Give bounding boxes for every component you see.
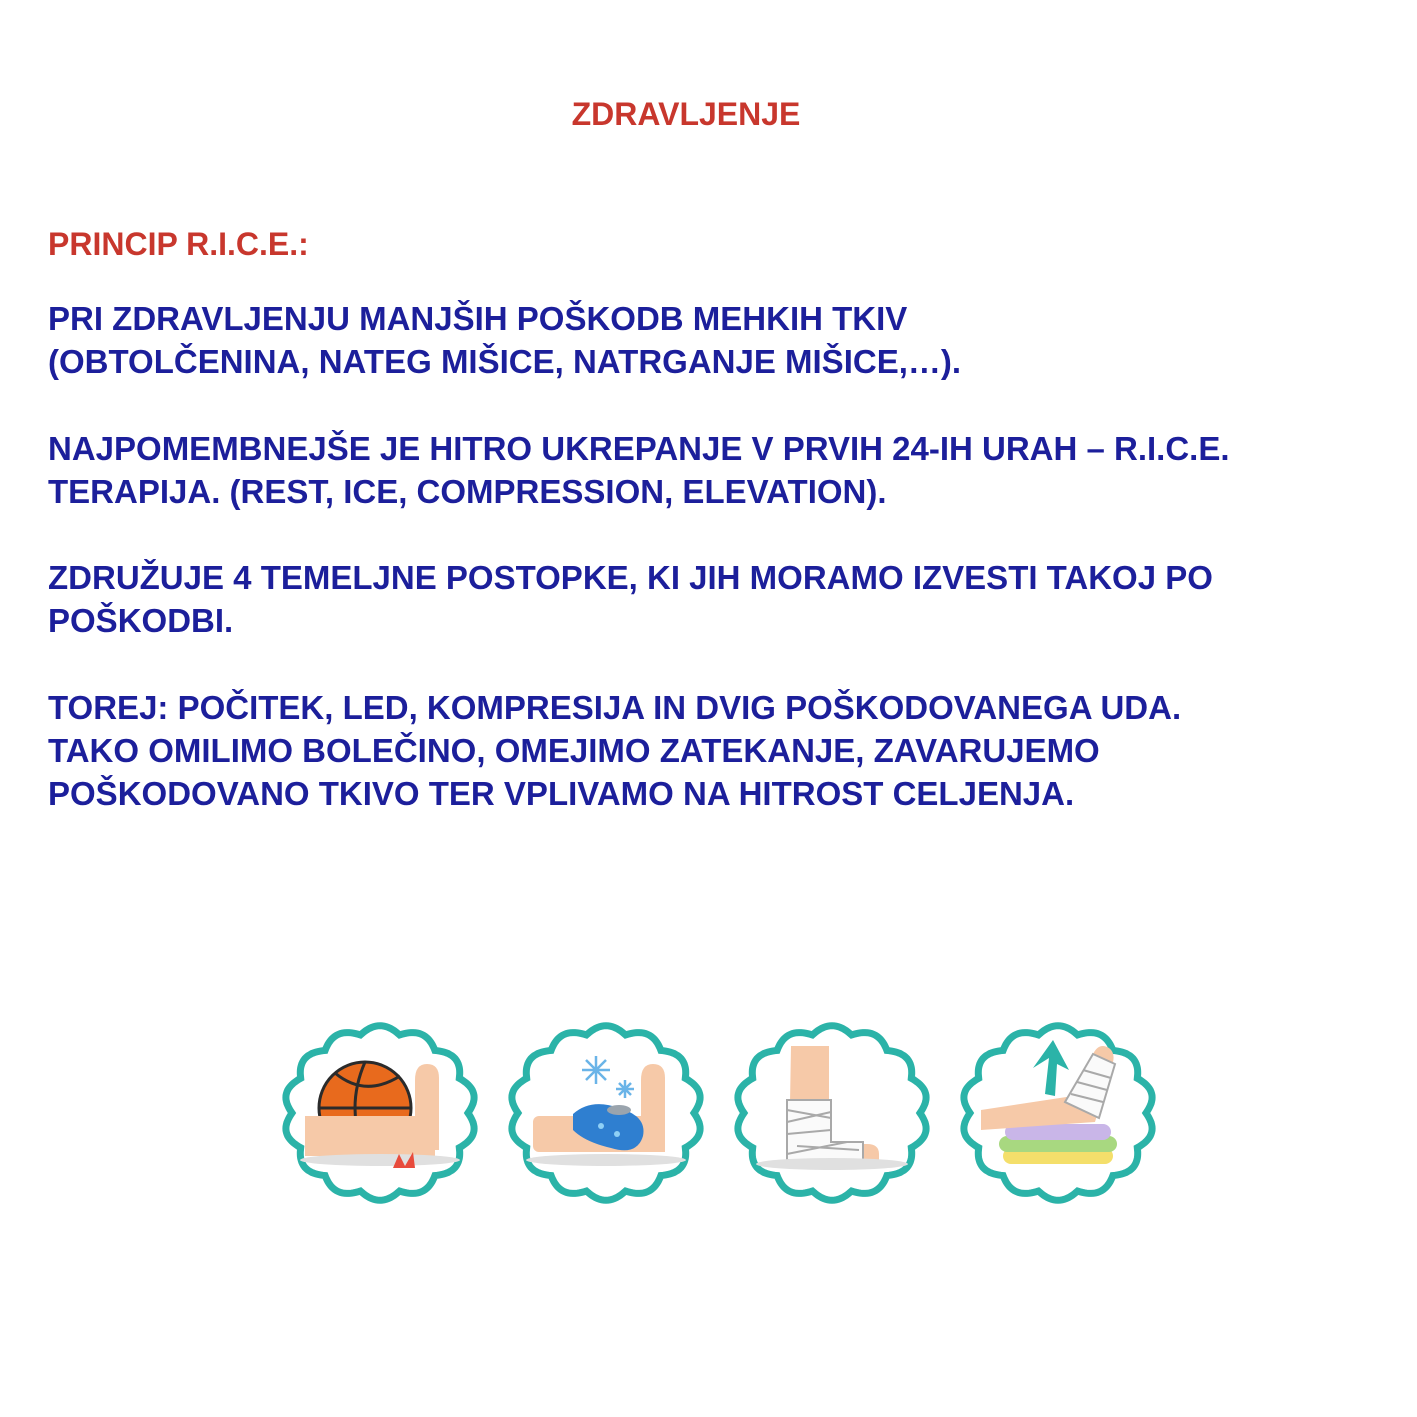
elevation-icon (953, 1018, 1163, 1208)
paragraph-line: POŠKODOVANO TKIVO TER VPLIVAMO NA HITROST CELJENJA. (48, 775, 1075, 812)
paragraph-urgency (48, 427, 1388, 513)
rest-injury-icon (275, 1018, 485, 1208)
paragraph-line: NAJPOMEMBNEJŠE JE HITRO UKREPANJE V PRVIH 24-IH URAH – R.I.C.E. (48, 430, 1230, 467)
rice-illustrations (275, 1018, 1175, 1208)
page-title: ZDRAVLJENJE (571, 96, 801, 132)
paragraph-line: TAKO OMILIMO BOLEČINO, OMEJIMO ZATEKANJE, ZAVARUJEMO (48, 732, 1100, 769)
paragraph-line: TERAPIJA. (REST, ICE, COMPRESSION, ELEVATION). (48, 473, 887, 510)
paragraph-line: (OBTOLČENINA, NATEG MIŠICE, NATRGANJE MIŠICE,…). (48, 343, 962, 380)
paragraph-intro (48, 297, 1388, 383)
section-heading: PRINCIP R.I.C.E.: (48, 226, 309, 262)
paragraph-summary (48, 686, 1388, 815)
paragraph-line: POŠKODBI. (48, 602, 234, 639)
ice-pack-icon (501, 1018, 711, 1208)
paragraph-line: PRI ZDRAVLJENJU MANJŠIH POŠKODB MEHKIH TKIV (48, 300, 908, 337)
paragraph-line: ZDRUŽUJE 4 TEMELJNE POSTOPKE, KI JIH MORAMO IZVESTI TAKOJ PO (48, 559, 1213, 596)
paragraph-line: TOREJ: POČITEK, LED, KOMPRESIJA IN DVIG POŠKODOVANEGA UDA. (48, 689, 1182, 726)
paragraph-procedures (48, 556, 1388, 642)
compression-bandage-icon (727, 1018, 937, 1208)
